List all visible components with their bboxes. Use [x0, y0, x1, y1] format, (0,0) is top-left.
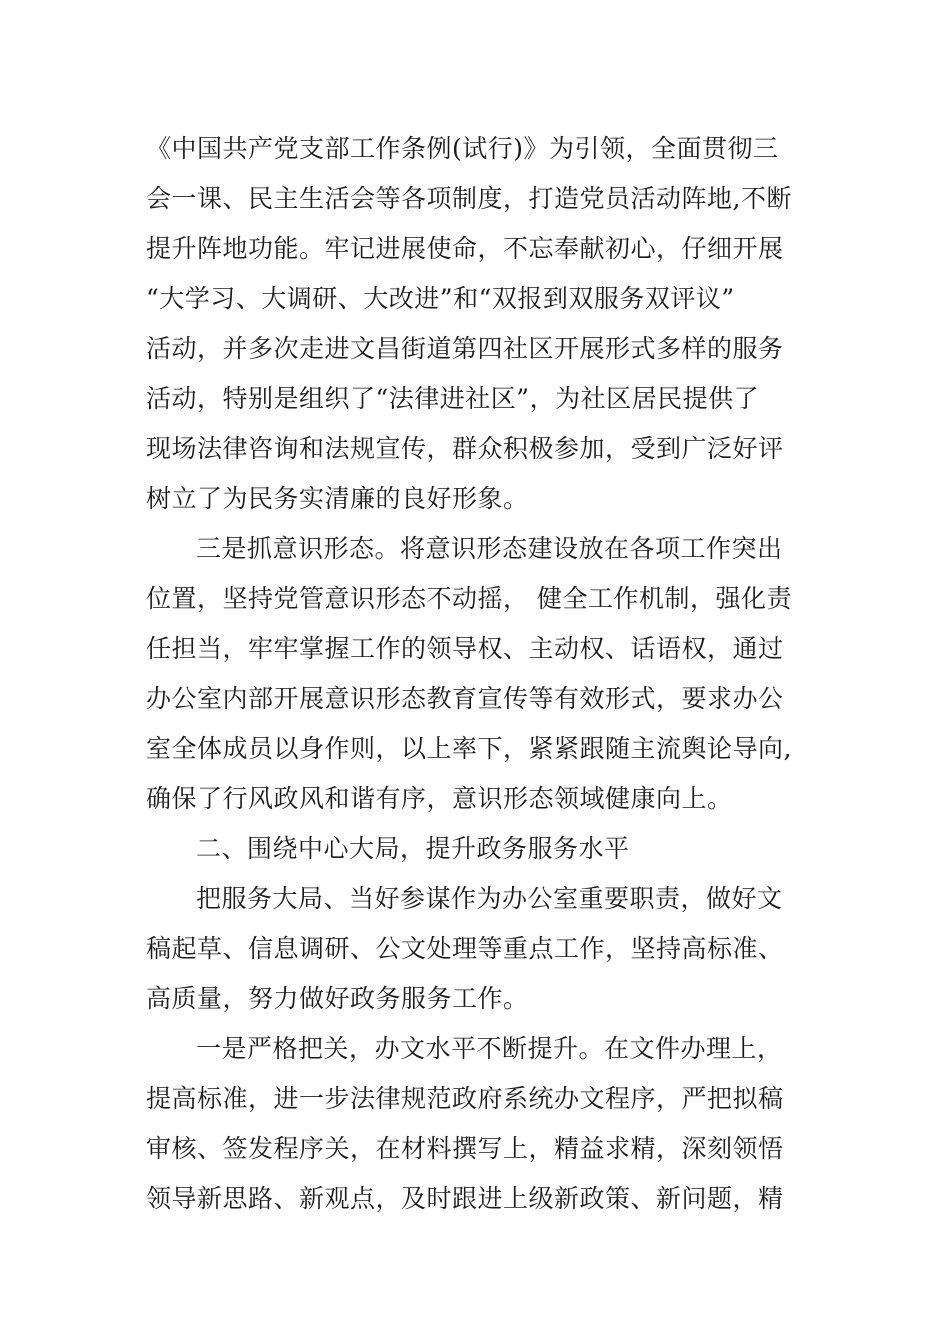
text-line: 《中国共产党支部工作条例(试行)》为引领，全面贯彻三 [146, 134, 779, 163]
text-line: 审核、签发程序关，在材料撰写上，精益求精，深刻领悟 [146, 1134, 784, 1163]
section-heading: 二、围绕中心大局，提升政务服务水平 [196, 834, 630, 863]
text-line: 办公室内部开展意识形态教育宣传等有效形式，要求办公 [146, 684, 784, 713]
text-line: 室全体成员以身作则，以上率下，紧紧跟随主流舆论导向, [146, 734, 792, 763]
text-line: 位置，坚持党管意识形态不动摇， 健全工作机制，强化责 [146, 584, 792, 613]
text-line: 稿起草、信息调研、公文处理等重点工作，坚持高标准、 [146, 934, 784, 963]
paragraph-start-line: 三是抓意识形态。将意识形态建设放在各项工作突出 [196, 534, 783, 563]
paragraph-start-line: 一是严格把关，办文水平不断提升。在文件办理上， [196, 1034, 783, 1063]
text-line: 确保了行风政风和谐有序，意识形态领域健康向上。 [146, 784, 733, 813]
text-line: 提升阵地功能。牢记进展使命，不忘奉献初心，仔细开展 [146, 234, 784, 263]
text-line: 树立了为民务实清廉的良好形象。 [146, 484, 529, 513]
text-line: 会一课、民主生活会等各项制度，打造党员活动阵地,不断 [146, 184, 792, 213]
text-line: 活动，并多次走进文昌街道第四社区开展形式多样的服务 [146, 334, 784, 363]
text-line: 活动，特别是组织了“法律进社区”，为社区居民提供了 [146, 384, 760, 413]
text-line: 提高标准，进一步法律规范政府系统办文程序，严把拟稿 [146, 1084, 784, 1113]
paragraph-start-line: 把服务大局、当好参谋作为办公室重要职责，做好文 [196, 884, 783, 913]
document-body [146, 124, 806, 1224]
text-line: 领导新思路、新观点，及时跟进上级新政策、新问题，精 [146, 1184, 784, 1213]
text-line: 现场法律咨询和法规宣传，群众积极参加，受到广泛好评 [146, 434, 784, 463]
text-line: 任担当，牢牢掌握工作的领导权、主动权、话语权，通过 [146, 634, 784, 663]
text-line: “大学习、大调研、大改进”和“双报到双服务双评议” [146, 284, 735, 313]
text-line: 高质量，努力做好政务服务工作。 [146, 984, 529, 1013]
